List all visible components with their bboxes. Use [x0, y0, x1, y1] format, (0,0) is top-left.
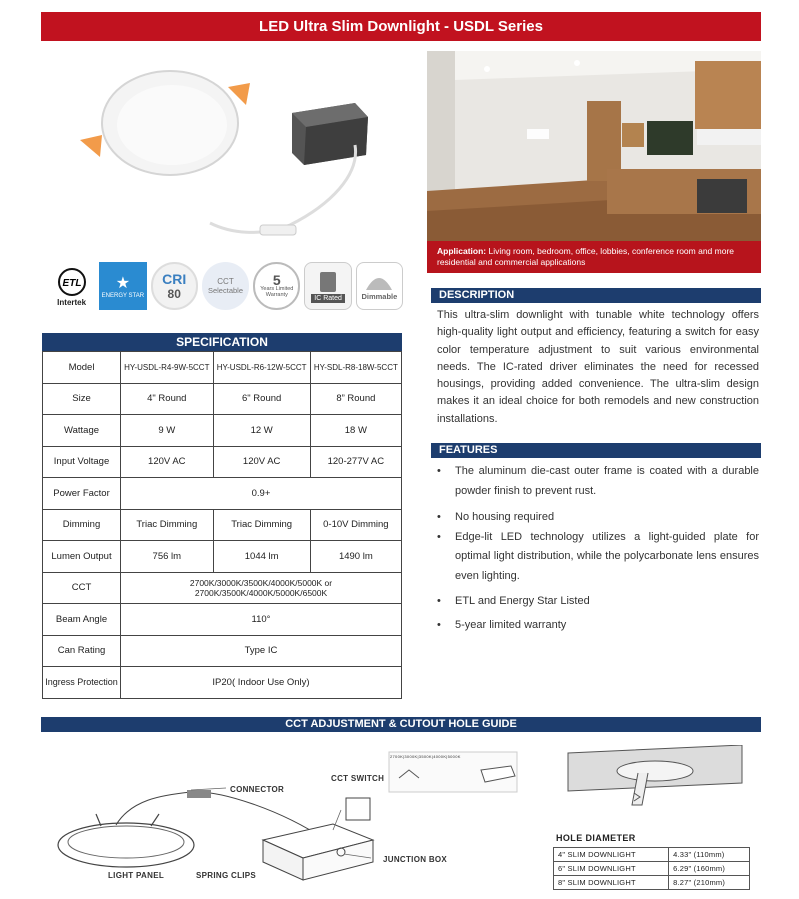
- table-row: [43, 509, 402, 541]
- features-heading: FEATURES: [431, 443, 761, 458]
- table-cell: HY-USDL-R6-12W-5CCT: [213, 352, 310, 384]
- row-label: CCT: [43, 572, 121, 604]
- table-cell: 6" SLIM DOWNLIGHT: [554, 862, 669, 876]
- table-cell: [121, 572, 402, 604]
- table-row: [43, 478, 402, 510]
- list-item: • No housing required: [437, 508, 759, 528]
- row-label: Wattage: [43, 415, 121, 447]
- table-cell: Triac Dimming: [213, 509, 310, 541]
- row-label: Model: [43, 352, 121, 384]
- junction-box-label: JUNCTION BOX: [383, 855, 448, 864]
- table-row: [43, 383, 402, 415]
- table-cell: HY-SDL-R8-18W-5CCT: [310, 352, 401, 384]
- application-label: Application:: [437, 246, 487, 256]
- svg-text:ETL: ETL: [62, 277, 82, 289]
- row-label: Beam Angle: [43, 604, 121, 636]
- table-cell: 8" SLIM DOWNLIGHT: [554, 876, 669, 890]
- row-label: Size: [43, 383, 121, 415]
- specification-table: [42, 351, 402, 699]
- row-label: Dimming: [43, 509, 121, 541]
- table-cell: 8” Round: [310, 383, 401, 415]
- switch-options-label: 2700K|3000K|3500K|4000K|5000K: [390, 754, 461, 759]
- table-row: [43, 667, 402, 699]
- table-row: [43, 415, 402, 447]
- list-item: • ETL and Energy Star Listed: [437, 592, 759, 612]
- dimmable-text: Dimmable: [361, 291, 398, 301]
- spring-clips-label: SPRING CLIPS: [196, 871, 257, 880]
- light-panel-label: LIGHT PANEL: [108, 871, 165, 880]
- table-row: [43, 572, 402, 604]
- list-item: • The aluminum die-cast outer frame is coated with a durable powder finish to prevent rust.: [437, 462, 759, 501]
- table-cell: 6.29" (160mm): [669, 862, 750, 876]
- cct-line-1: 2700K/3000K/3500K/4000K/5000K or: [189, 577, 333, 588]
- list-item: • Edge-lit LED technology utilizes a light-guided plate for optimal light distribution, while the polycarbonate lens ensures even lighting.: [437, 528, 759, 587]
- table-cell: 12 W: [213, 415, 310, 447]
- cct-badge: [202, 262, 249, 310]
- table-row: [43, 446, 402, 478]
- description-heading: DESCRIPTION: [431, 288, 761, 303]
- table-cell: HY-USDL-R4-9W-5CCT: [121, 352, 214, 384]
- table-cell: 120-277V AC: [310, 446, 401, 478]
- energy-star-icon: ★: [115, 275, 131, 292]
- energy-star-badge: [99, 262, 146, 310]
- row-label: Lumen Output: [43, 541, 121, 573]
- table-cell: 110°: [121, 604, 402, 636]
- table-cell: 4" Round: [121, 383, 214, 415]
- cct-selectable-label: Selectable: [207, 286, 243, 295]
- specification-heading: SPECIFICATION: [42, 333, 402, 351]
- warranty-years: 5: [272, 272, 281, 288]
- table-cell: IP20( Indoor Use Only): [121, 667, 402, 699]
- cri-label: CRI: [162, 271, 187, 287]
- table-cell: 120V AC: [121, 446, 214, 478]
- warranty-text: Years Limited Warranty: [260, 286, 294, 298]
- table-cell: 4" SLIM DOWNLIGHT: [554, 848, 669, 862]
- can-icon: [317, 270, 339, 294]
- intertek-text: Intertek: [57, 297, 87, 307]
- table-row: [43, 541, 402, 573]
- table-row: [554, 876, 750, 890]
- description-text: This ultra-slim downlight with tunable white technology offers high-quality light output and efficiency, featuring a switch for easy color temperature adjustment to suit various environmental needs. The IC-rated driver eliminates the need for recessed housings, providing added convenience. The ultra-slim design makes it an ideal choice for both remodels and new construction installations.: [437, 309, 759, 425]
- table-cell: 0.9+: [121, 478, 402, 510]
- row-label: Can Rating: [43, 635, 121, 667]
- row-label: Ingress Protection: [43, 667, 121, 699]
- energy-star-text: ENERGY STAR: [101, 293, 145, 299]
- product-image: [60, 65, 400, 255]
- cct-label: CCT: [217, 277, 234, 286]
- dimmer-icon: [364, 272, 394, 292]
- table-cell: 0-10V Dimming: [310, 509, 401, 541]
- table-cell: 120V AC: [213, 446, 310, 478]
- table-cell: 6" Round: [213, 383, 310, 415]
- table-row: [43, 352, 402, 384]
- certification-badges: [48, 260, 403, 312]
- warranty-badge: [253, 262, 300, 310]
- cct-line-2: 2700K/3500K/4000K/5000K/6500K: [194, 587, 328, 598]
- application-caption: [427, 241, 761, 273]
- row-label: Power Factor: [43, 478, 121, 510]
- connector-label: CONNECTOR: [230, 785, 285, 794]
- table-cell: Type IC: [121, 635, 402, 667]
- table-cell: 1044 lm: [213, 541, 310, 573]
- application-room-image: [427, 51, 761, 241]
- table-cell: 18 W: [310, 415, 401, 447]
- cct-switch-label: CCT SWITCH: [331, 774, 385, 783]
- table-row: [43, 635, 402, 667]
- ic-rated-badge: [304, 262, 351, 310]
- application-text: Living room, bedroom, office, lobbies, conference room and more residential and commercial applications: [437, 246, 735, 267]
- table-cell: 756 lm: [121, 541, 214, 573]
- cutout-hole-illustration: [560, 745, 750, 825]
- list-item: • 5-year limited warranty: [437, 616, 759, 636]
- row-label: Input Voltage: [43, 446, 121, 478]
- table-row: [554, 862, 750, 876]
- etl-logo-icon: [52, 266, 92, 298]
- table-cell: Triac Dimming: [121, 509, 214, 541]
- table-row: [43, 604, 402, 636]
- etl-badge: [48, 262, 95, 310]
- hole-diameter-heading: HOLE DIAMETER: [556, 833, 636, 843]
- cri-badge: [151, 262, 198, 310]
- cri-value: 80: [167, 287, 181, 301]
- table-cell: 1490 lm: [310, 541, 401, 573]
- dimmable-badge: [356, 262, 403, 310]
- ic-rated-text: IC Rated: [311, 294, 345, 303]
- hole-diameter-table: [553, 847, 750, 890]
- table-cell: 4.33" (110mm): [669, 848, 750, 862]
- guide-heading: CCT ADJUSTMENT & CUTOUT HOLE GUIDE: [41, 717, 761, 732]
- table-row: [554, 848, 750, 862]
- table-cell: 9 W: [121, 415, 214, 447]
- table-cell: 8.27" (210mm): [669, 876, 750, 890]
- page-title: LED Ultra Slim Downlight - USDL Series: [41, 12, 761, 41]
- features-list: [437, 462, 759, 635]
